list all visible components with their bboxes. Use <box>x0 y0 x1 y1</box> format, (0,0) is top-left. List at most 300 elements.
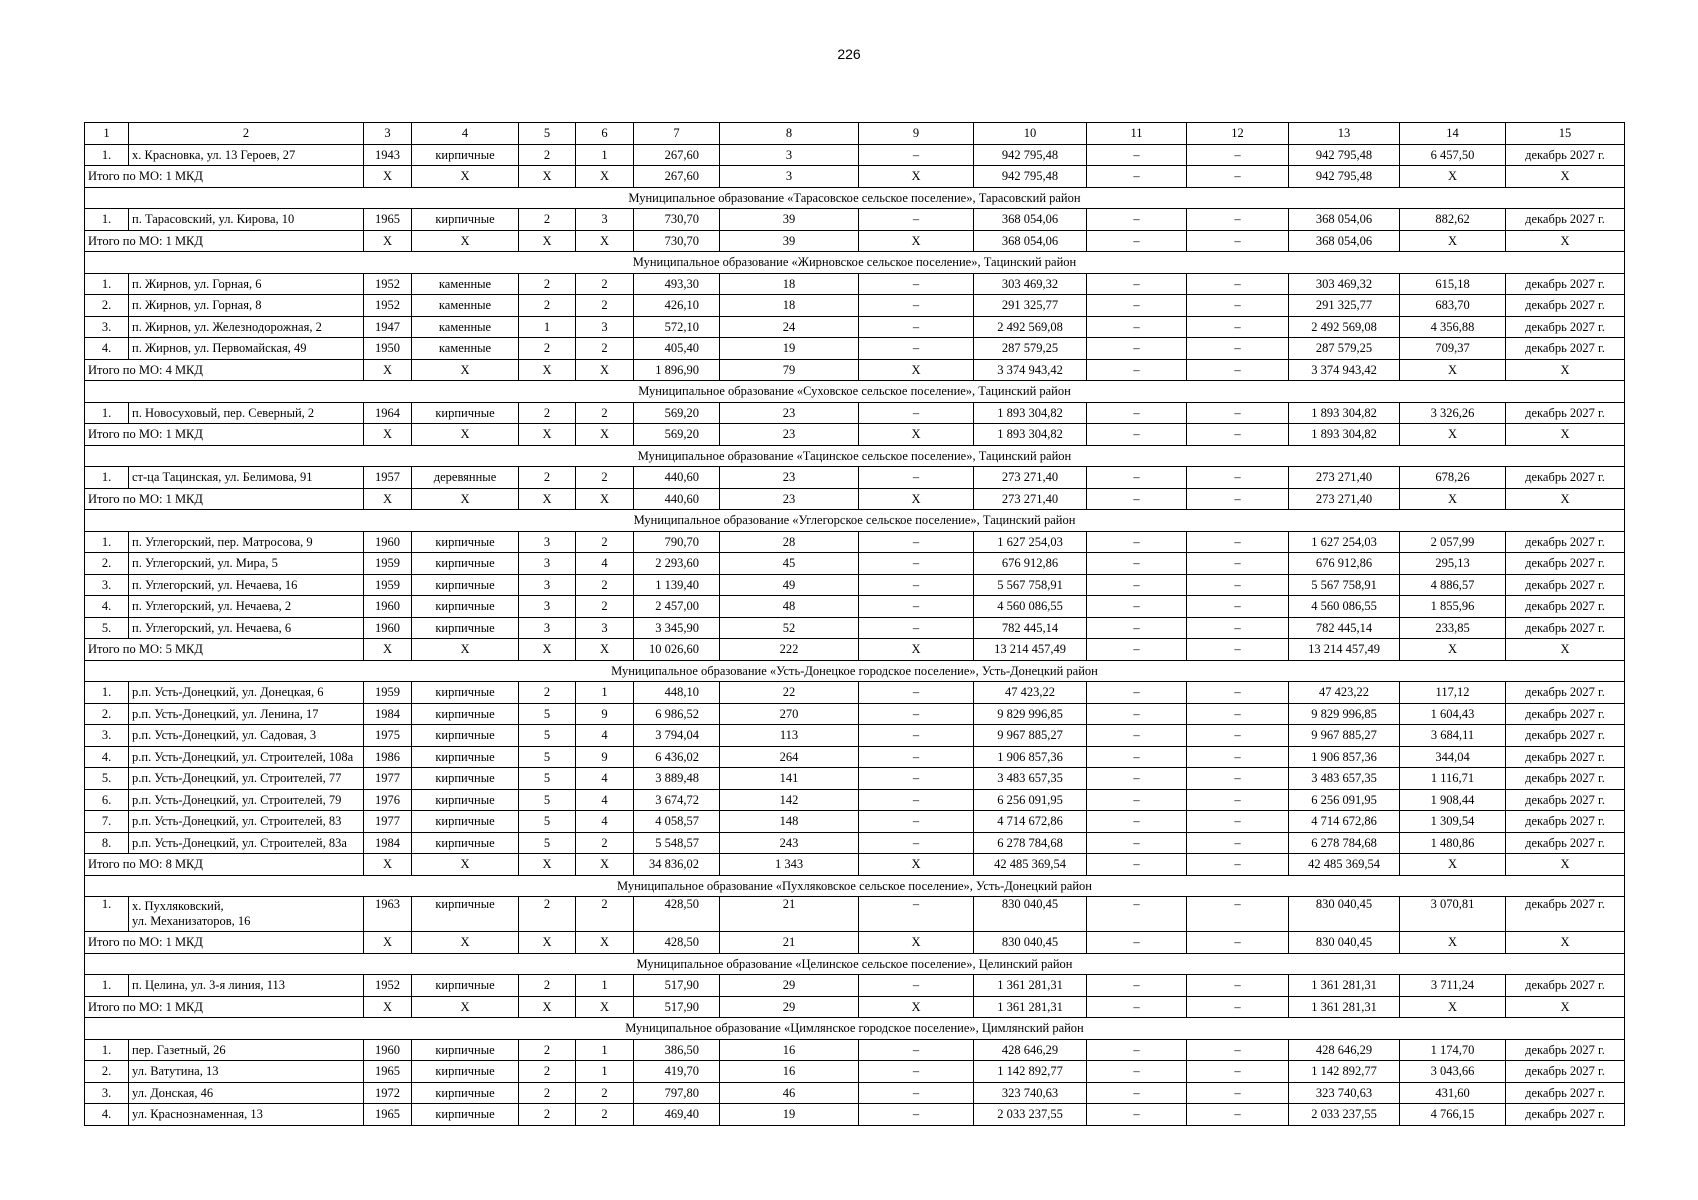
data-cell: 428 646,29 <box>1289 1039 1400 1061</box>
data-cell: – <box>1087 1082 1187 1104</box>
subtotal-cell: X <box>364 359 412 381</box>
data-cell: 1 <box>576 682 634 704</box>
subtotal-row <box>85 230 1625 252</box>
data-cell: 469,40 <box>634 1104 720 1126</box>
subtotal-label: Итого по МО: 4 МКД <box>85 359 364 381</box>
data-cell: – <box>1187 746 1289 768</box>
data-cell: декабрь 2027 г. <box>1506 1061 1625 1083</box>
data-cell: 9 <box>576 703 634 725</box>
subtotal-cell: X <box>364 424 412 446</box>
data-cell: – <box>1087 531 1187 553</box>
subtotal-cell: 39 <box>720 230 859 252</box>
subtotal-cell: 23 <box>720 488 859 510</box>
data-cell: 4 <box>576 789 634 811</box>
data-cell: 2 <box>576 338 634 360</box>
data-cell: 4 560 086,55 <box>1289 596 1400 618</box>
data-cell: 1959 <box>364 553 412 575</box>
data-cell: 1 893 304,82 <box>974 402 1087 424</box>
section-header-row <box>85 953 1625 975</box>
data-cell: 4 766,15 <box>1400 1104 1506 1126</box>
data-cell: 440,60 <box>634 467 720 489</box>
data-cell: каменные <box>412 316 519 338</box>
data-cell: 148 <box>720 811 859 833</box>
data-cell: 448,10 <box>634 682 720 704</box>
data-cell: 830 040,45 <box>974 897 1087 932</box>
column-number: 1 <box>85 123 129 145</box>
data-cell: 1960 <box>364 617 412 639</box>
subtotal-cell: 1 893 304,82 <box>974 424 1087 446</box>
data-cell: 1957 <box>364 467 412 489</box>
data-cell: 678,26 <box>1400 467 1506 489</box>
data-cell: – <box>859 316 974 338</box>
subtotal-cell: X <box>412 996 519 1018</box>
subtotal-cell: X <box>519 359 576 381</box>
subtotal-cell: X <box>519 639 576 661</box>
row-number: 7. <box>85 811 129 833</box>
data-cell: 291 325,77 <box>1289 295 1400 317</box>
data-cell: 709,37 <box>1400 338 1506 360</box>
data-cell: декабрь 2027 г. <box>1506 209 1625 231</box>
data-cell: – <box>859 338 974 360</box>
data-cell: кирпичные <box>412 617 519 639</box>
data-cell: 2 <box>576 596 634 618</box>
data-cell: кирпичные <box>412 574 519 596</box>
data-cell: – <box>1187 811 1289 833</box>
data-cell: декабрь 2027 г. <box>1506 1082 1625 1104</box>
data-cell: 5 <box>519 746 576 768</box>
data-cell: кирпичные <box>412 682 519 704</box>
data-cell: – <box>1187 1082 1289 1104</box>
data-cell: 6 986,52 <box>634 703 720 725</box>
data-cell: декабрь 2027 г. <box>1506 144 1625 166</box>
data-cell: – <box>859 832 974 854</box>
data-cell: кирпичные <box>412 1061 519 1083</box>
subtotal-cell: X <box>412 424 519 446</box>
subtotal-cell: X <box>1506 996 1625 1018</box>
subtotal-cell: X <box>859 166 974 188</box>
row-number: 1. <box>85 897 129 932</box>
subtotal-cell: 830 040,45 <box>974 932 1087 954</box>
subtotal-cell: – <box>1087 932 1187 954</box>
data-cell: 405,40 <box>634 338 720 360</box>
data-cell: 2 <box>576 295 634 317</box>
data-cell: 4 714 672,86 <box>1289 811 1400 833</box>
data-cell: 428 646,29 <box>974 1039 1087 1061</box>
row-number: 1. <box>85 682 129 704</box>
data-cell: 5 <box>519 725 576 747</box>
table-row <box>85 273 1625 295</box>
data-cell: 3 483 657,35 <box>974 768 1087 790</box>
data-cell: кирпичные <box>412 746 519 768</box>
municipality-title: Муниципальное образование «Усть-Донецкое городское поселение», Усть-Донецкий район <box>85 660 1625 682</box>
subtotal-cell: X <box>859 359 974 381</box>
data-cell: кирпичные <box>412 897 519 932</box>
data-cell: 2 <box>519 338 576 360</box>
data-cell: 142 <box>720 789 859 811</box>
data-cell: – <box>859 725 974 747</box>
subtotal-cell: X <box>364 166 412 188</box>
data-cell: 2 <box>519 1082 576 1104</box>
subtotal-cell: X <box>519 488 576 510</box>
data-cell: 3 711,24 <box>1400 975 1506 997</box>
data-cell: каменные <box>412 273 519 295</box>
municipality-title: Муниципальное образование «Тарасовское сельское поселение», Тарасовский район <box>85 187 1625 209</box>
data-cell: – <box>1187 402 1289 424</box>
subtotal-cell: X <box>859 230 974 252</box>
data-cell: 4 058,57 <box>634 811 720 833</box>
address-cell: п. Углегорский, ул. Нечаева, 6 <box>129 617 364 639</box>
data-cell: 47 423,22 <box>1289 682 1400 704</box>
data-cell: 942 795,48 <box>974 144 1087 166</box>
data-cell: 431,60 <box>1400 1082 1506 1104</box>
data-cell: 1 361 281,31 <box>974 975 1087 997</box>
data-cell: – <box>1187 725 1289 747</box>
data-cell: декабрь 2027 г. <box>1506 975 1625 997</box>
data-cell: 3 <box>576 617 634 639</box>
data-cell: 3 483 657,35 <box>1289 768 1400 790</box>
data-cell: 287 579,25 <box>974 338 1087 360</box>
data-cell: 233,85 <box>1400 617 1506 639</box>
subtotal-cell: 1 361 281,31 <box>974 996 1087 1018</box>
subtotal-label: Итого по МО: 1 МКД <box>85 996 364 1018</box>
data-cell: – <box>859 682 974 704</box>
data-cell: кирпичные <box>412 1082 519 1104</box>
data-cell: кирпичные <box>412 789 519 811</box>
data-cell: 569,20 <box>634 402 720 424</box>
address-cell: пер. Газетный, 26 <box>129 1039 364 1061</box>
subtotal-cell: 21 <box>720 932 859 954</box>
address-cell: р.п. Усть-Донецкий, ул. Строителей, 83а <box>129 832 364 854</box>
data-cell: 1960 <box>364 531 412 553</box>
data-cell: 676 912,86 <box>1289 553 1400 575</box>
municipality-title: Муниципальное образование «Цимлянское городское поселение», Цимлянский район <box>85 1018 1625 1040</box>
row-number: 1. <box>85 467 129 489</box>
section-header-row <box>85 252 1625 274</box>
data-cell: 790,70 <box>634 531 720 553</box>
data-cell: 29 <box>720 975 859 997</box>
subtotal-row <box>85 359 1625 381</box>
data-cell: – <box>1087 811 1187 833</box>
subtotal-cell: X <box>1400 854 1506 876</box>
data-cell: каменные <box>412 295 519 317</box>
data-cell: 2 <box>519 467 576 489</box>
data-cell: 23 <box>720 467 859 489</box>
data-cell: 2 <box>576 897 634 932</box>
table-row <box>85 316 1625 338</box>
data-cell: 323 740,63 <box>1289 1082 1400 1104</box>
data-cell: – <box>859 273 974 295</box>
data-cell: 344,04 <box>1400 746 1506 768</box>
row-number: 5. <box>85 617 129 639</box>
municipality-title: Муниципальное образование «Жирновское сельское поселение», Тацинский район <box>85 252 1625 274</box>
subtotal-cell: X <box>519 230 576 252</box>
data-cell: кирпичные <box>412 975 519 997</box>
subtotal-cell: 1 896,90 <box>634 359 720 381</box>
data-cell: – <box>859 144 974 166</box>
data-cell: декабрь 2027 г. <box>1506 574 1625 596</box>
data-cell: 18 <box>720 273 859 295</box>
data-cell: 21 <box>720 897 859 932</box>
subtotal-cell: – <box>1187 424 1289 446</box>
subtotal-cell: X <box>1506 854 1625 876</box>
table-row <box>85 467 1625 489</box>
data-cell: декабрь 2027 г. <box>1506 768 1625 790</box>
data-cell: 1952 <box>364 975 412 997</box>
data-cell: – <box>859 617 974 639</box>
subtotal-cell: X <box>364 488 412 510</box>
data-cell: – <box>1187 703 1289 725</box>
subtotal-label: Итого по МО: 8 МКД <box>85 854 364 876</box>
table-row <box>85 209 1625 231</box>
municipality-title: Муниципальное образование «Тацинское сельское поселение», Тацинский район <box>85 445 1625 467</box>
data-cell: – <box>859 531 974 553</box>
subtotal-label: Итого по МО: 5 МКД <box>85 639 364 661</box>
data-cell: 2 <box>519 1039 576 1061</box>
subtotal-cell: X <box>1506 166 1625 188</box>
data-cell: кирпичные <box>412 144 519 166</box>
data-cell: – <box>1187 1061 1289 1083</box>
data-cell: 1 <box>576 1061 634 1083</box>
subtotal-cell: – <box>1187 996 1289 1018</box>
subtotal-cell: X <box>1506 932 1625 954</box>
data-cell: 1959 <box>364 682 412 704</box>
row-number: 8. <box>85 832 129 854</box>
subtotal-cell: 267,60 <box>634 166 720 188</box>
subtotal-cell: X <box>859 488 974 510</box>
subtotal-row <box>85 488 1625 510</box>
data-cell: 273 271,40 <box>974 467 1087 489</box>
subtotal-row <box>85 166 1625 188</box>
table-row <box>85 1061 1625 1083</box>
data-cell: – <box>859 811 974 833</box>
data-cell: 1 906 857,36 <box>974 746 1087 768</box>
column-number: 2 <box>129 123 364 145</box>
subtotal-cell: X <box>1506 230 1625 252</box>
data-cell: 797,80 <box>634 1082 720 1104</box>
data-cell: – <box>1187 273 1289 295</box>
data-cell: 1 309,54 <box>1400 811 1506 833</box>
data-cell: 3 070,81 <box>1400 897 1506 932</box>
row-number: 3. <box>85 1082 129 1104</box>
subtotal-cell: 830 040,45 <box>1289 932 1400 954</box>
data-cell: – <box>1187 553 1289 575</box>
subtotal-label: Итого по МО: 1 МКД <box>85 424 364 446</box>
column-number-row <box>85 123 1625 145</box>
data-cell: – <box>1087 1039 1187 1061</box>
municipality-title: Муниципальное образование «Суховское сельское поселение», Тацинский район <box>85 381 1625 403</box>
data-cell: – <box>1087 402 1187 424</box>
column-number: 5 <box>519 123 576 145</box>
data-cell: 2 492 569,08 <box>1289 316 1400 338</box>
data-cell: 2 <box>576 832 634 854</box>
subtotal-cell: 13 214 457,49 <box>1289 639 1400 661</box>
subtotal-cell: 368 054,06 <box>974 230 1087 252</box>
data-cell: – <box>1087 295 1187 317</box>
data-cell: – <box>859 789 974 811</box>
data-cell: 141 <box>720 768 859 790</box>
data-cell: – <box>1187 1104 1289 1126</box>
table-row <box>85 975 1625 997</box>
subtotal-cell: X <box>859 854 974 876</box>
data-cell: – <box>1187 531 1289 553</box>
data-cell: 3 345,90 <box>634 617 720 639</box>
data-cell: – <box>1187 467 1289 489</box>
data-cell: – <box>1087 617 1187 639</box>
data-cell: 2 <box>519 1061 576 1083</box>
subtotal-cell: X <box>1506 424 1625 446</box>
address-cell: ул. Краснознаменная, 13 <box>129 1104 364 1126</box>
data-cell: 2 057,99 <box>1400 531 1506 553</box>
data-cell: 1 480,86 <box>1400 832 1506 854</box>
table-row <box>85 703 1625 725</box>
municipality-title: Муниципальное образование «Углегорское сельское поселение», Тацинский район <box>85 510 1625 532</box>
row-number: 1. <box>85 975 129 997</box>
data-cell: 2 <box>519 1104 576 1126</box>
data-cell: 303 469,32 <box>1289 273 1400 295</box>
data-cell: 3 <box>519 596 576 618</box>
data-cell: 1 893 304,82 <box>1289 402 1400 424</box>
row-number: 2. <box>85 703 129 725</box>
data-cell: 2 033 237,55 <box>1289 1104 1400 1126</box>
data-cell: декабрь 2027 г. <box>1506 553 1625 575</box>
data-cell: 291 325,77 <box>974 295 1087 317</box>
subtotal-cell: 42 485 369,54 <box>1289 854 1400 876</box>
data-cell: 3 <box>720 144 859 166</box>
subtotal-row <box>85 996 1625 1018</box>
subtotal-cell: 942 795,48 <box>1289 166 1400 188</box>
subtotal-cell: X <box>1506 488 1625 510</box>
subtotal-cell: – <box>1087 230 1187 252</box>
data-cell: 1984 <box>364 832 412 854</box>
data-cell: – <box>1087 725 1187 747</box>
data-cell: 1952 <box>364 273 412 295</box>
data-cell: 1 174,70 <box>1400 1039 1506 1061</box>
data-cell: 264 <box>720 746 859 768</box>
data-cell: – <box>1187 617 1289 639</box>
data-cell: 2 <box>576 1082 634 1104</box>
data-cell: 287 579,25 <box>1289 338 1400 360</box>
table-row <box>85 746 1625 768</box>
subtotal-cell: X <box>859 639 974 661</box>
subtotal-cell: – <box>1187 166 1289 188</box>
page-number: 226 <box>837 46 861 62</box>
data-cell: декабрь 2027 г. <box>1506 832 1625 854</box>
data-cell: декабрь 2027 г. <box>1506 703 1625 725</box>
data-cell: 493,30 <box>634 273 720 295</box>
data-cell: 6 278 784,68 <box>1289 832 1400 854</box>
subtotal-cell: X <box>576 424 634 446</box>
data-cell: 1 116,71 <box>1400 768 1506 790</box>
subtotal-cell: X <box>1400 424 1506 446</box>
address-cell: п. Жирнов, ул. Горная, 6 <box>129 273 364 295</box>
subtotal-cell: X <box>859 932 974 954</box>
data-cell: 6 256 091,95 <box>974 789 1087 811</box>
data-cell: кирпичные <box>412 596 519 618</box>
data-cell: 4 <box>576 553 634 575</box>
data-cell: – <box>1187 1039 1289 1061</box>
row-number: 4. <box>85 338 129 360</box>
data-cell: 270 <box>720 703 859 725</box>
subtotal-cell: 1 343 <box>720 854 859 876</box>
data-cell: декабрь 2027 г. <box>1506 682 1625 704</box>
data-cell: 1986 <box>364 746 412 768</box>
data-cell: 9 <box>576 746 634 768</box>
table-row <box>85 768 1625 790</box>
data-cell: 2 <box>576 531 634 553</box>
data-cell: – <box>1087 1104 1187 1126</box>
data-cell: – <box>1187 338 1289 360</box>
subtotal-cell: X <box>412 230 519 252</box>
row-number: 4. <box>85 596 129 618</box>
data-cell: 1952 <box>364 295 412 317</box>
data-cell: 113 <box>720 725 859 747</box>
column-number: 10 <box>974 123 1087 145</box>
data-cell: 47 423,22 <box>974 682 1087 704</box>
row-number: 1. <box>85 273 129 295</box>
row-number: 2. <box>85 553 129 575</box>
row-number: 6. <box>85 789 129 811</box>
subtotal-cell: 942 795,48 <box>974 166 1087 188</box>
data-cell: 428,50 <box>634 897 720 932</box>
data-cell: 3 <box>519 617 576 639</box>
subtotal-cell: X <box>1400 488 1506 510</box>
data-cell: – <box>859 209 974 231</box>
data-cell: 4 560 086,55 <box>974 596 1087 618</box>
subtotal-cell: – <box>1187 488 1289 510</box>
municipality-title: Муниципальное образование «Целинское сельское поселение», Целинский район <box>85 953 1625 975</box>
data-cell: 28 <box>720 531 859 553</box>
data-cell: 5 <box>519 811 576 833</box>
data-cell: декабрь 2027 г. <box>1506 467 1625 489</box>
row-number: 2. <box>85 1061 129 1083</box>
data-cell: кирпичные <box>412 1039 519 1061</box>
section-header-row <box>85 381 1625 403</box>
data-cell: – <box>1087 596 1187 618</box>
data-cell: 1977 <box>364 768 412 790</box>
table-row <box>85 295 1625 317</box>
table-row <box>85 531 1625 553</box>
data-cell: – <box>1187 574 1289 596</box>
table-row <box>85 617 1625 639</box>
data-cell: 2 <box>519 975 576 997</box>
subtotal-cell: X <box>1506 359 1625 381</box>
data-cell: 5 <box>519 832 576 854</box>
data-cell: кирпичные <box>412 531 519 553</box>
address-cell: ул. Ватутина, 13 <box>129 1061 364 1083</box>
data-cell: 1 <box>576 975 634 997</box>
data-cell: 4 714 672,86 <box>974 811 1087 833</box>
address-cell: п. Жирнов, ул. Горная, 8 <box>129 295 364 317</box>
data-cell: – <box>1087 273 1187 295</box>
address-cell: ст-ца Тацинская, ул. Белимова, 91 <box>129 467 364 489</box>
data-cell: 2 <box>576 467 634 489</box>
table-row <box>85 1039 1625 1061</box>
data-cell: 23 <box>720 402 859 424</box>
data-cell: 1977 <box>364 811 412 833</box>
subtotal-cell: X <box>576 488 634 510</box>
data-cell: кирпичные <box>412 768 519 790</box>
data-cell: 386,50 <box>634 1039 720 1061</box>
table-row <box>85 144 1625 166</box>
data-cell: 2 457,00 <box>634 596 720 618</box>
data-cell: – <box>859 553 974 575</box>
data-cell: 19 <box>720 1104 859 1126</box>
data-cell: – <box>1087 703 1187 725</box>
address-cell: п. Тарасовский, ул. Кирова, 10 <box>129 209 364 231</box>
row-number: 4. <box>85 746 129 768</box>
data-cell: – <box>1087 316 1187 338</box>
data-cell: – <box>859 1082 974 1104</box>
